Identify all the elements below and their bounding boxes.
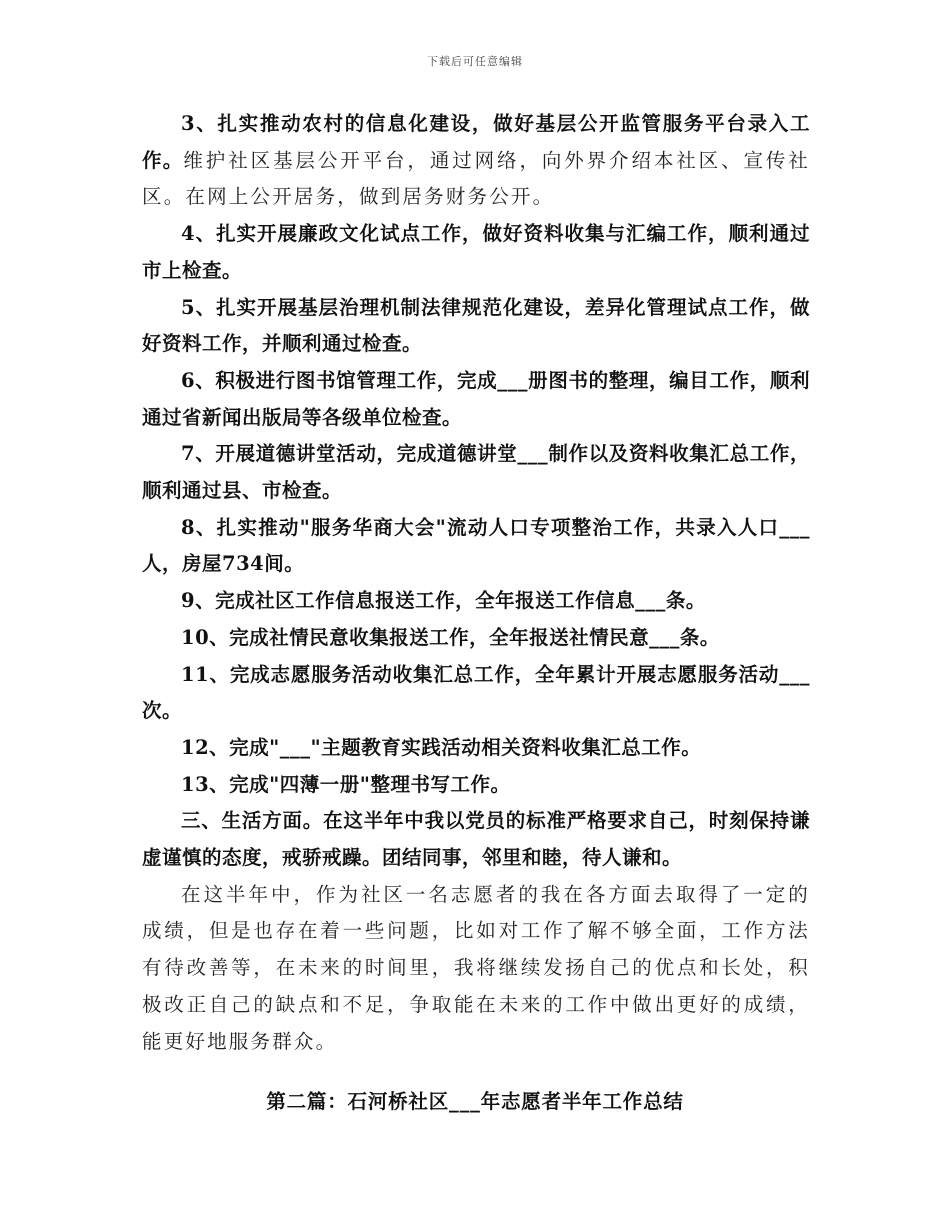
paragraph-life [142,803,810,876]
paragraph-bold-text: 5、扎实开展基层治理机制法律规范化建设，差异化管理试点工作，做好资料工作，并顺利通过检查。 [142,295,810,356]
paragraph-item-5 [142,290,810,363]
paragraph-bold-text: 7、开展道德讲堂活动，完成道德讲堂___制作以及资料收集汇总工作，顺利通过县、市检查。 [142,442,810,503]
section-title: 第二篇：石河桥社区___年志愿者半年工作总结 [266,1090,684,1113]
document-body [142,106,810,1060]
paragraph-item-8 [142,510,810,583]
page-header-note: 下载后可任意编辑 [427,55,523,68]
paragraph-item-12 [142,730,810,767]
paragraph-item-4 [142,216,810,289]
paragraph-normal-text: 维护社区基层公开平台，通过网络，向外界介绍本社区、宣传社区。在网上公开居务，做到居务财务公开。 [142,148,810,209]
paragraph-bold-text: 13、完成"四薄一册"整理书写工作。 [181,772,511,796]
paragraph-bold-text: 8、扎实推动"服务华商大会"流动人口专项整治工作，共录入人口___人，房屋734间。 [142,515,810,576]
paragraph-bold-text: 6、积极进行图书馆管理工作，完成___册图书的整理，编目工作，顺利通过省新闻出版局等各级单位检查。 [142,368,810,429]
paragraph-item-7 [142,436,810,509]
paragraph-item-9 [142,583,810,620]
paragraph-bold-text: 3、扎实推动农村的信息化建设，做好基层公开监管服务平台录入工作。 [142,112,810,172]
paragraph-item-6 [142,363,810,436]
paragraph-item-11 [142,657,810,730]
paragraph-bold-text: 三、生活方面。在这半年中我以党员的标准严格要求自己，时刻保持谦虚谨慎的态度，戒骄戒躁。团结同事，邻里和睦，待人谦和。 [142,809,810,870]
paragraph-bold-text: 10、完成社情民意收集报送工作，全年报送社情民意___条。 [181,625,720,649]
paragraph-normal-text: 在这半年中，作为社区一名志愿者的我在各方面去取得了一定的成绩，但是也存在着一些问题，比如对工作了解不够全面，工作方法有待改善等，在未来的时间里，我将继续发扬自己的优点和长处，积极改正自己的缺点和不足，争取能在未来的工作中做出更好的成绩，能更好地服务群众。 [142,882,810,1053]
paragraph-bold-text: 4、扎实开展廉政文化试点工作，做好资料收集与汇编工作，顺利通过市上检查。 [142,222,810,282]
paragraph-bold-text: 9、完成社区工作信息报送工作，全年报送工作信息___条。 [181,589,706,613]
paragraph-item-10 [142,620,810,657]
paragraph-summary [142,877,810,1061]
paragraph-item-13 [142,767,810,804]
paragraph-bold-text: 11、完成志愿服务活动收集汇总工作，全年累计开展志愿服务活动___次。 [142,662,810,723]
paragraph-item-3 [142,106,810,216]
paragraph-bold-text: 12、完成"___"主题教育实践活动相关资料收集汇总工作。 [181,735,702,759]
